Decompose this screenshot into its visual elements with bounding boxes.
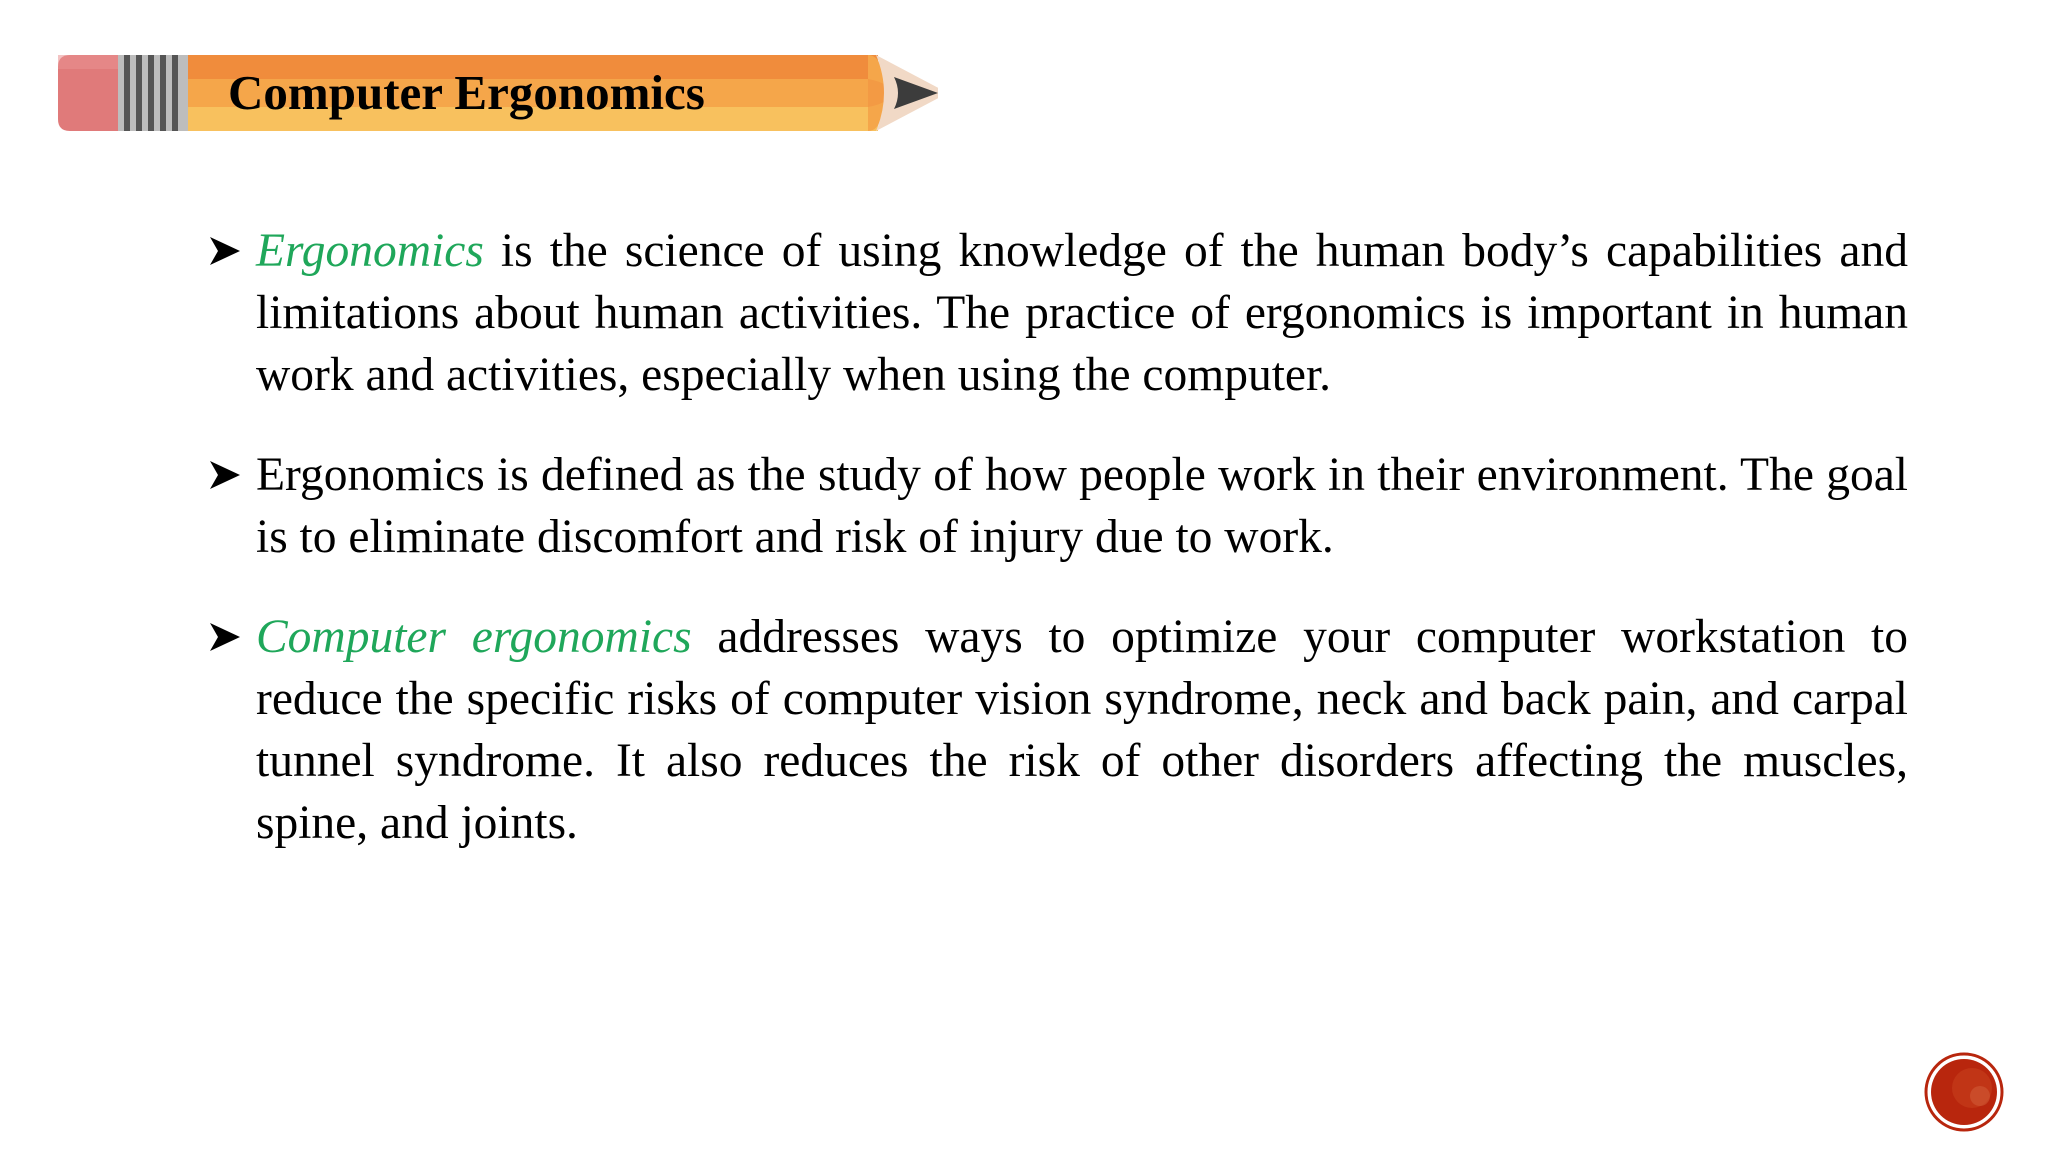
bullet-text: is the science of using knowledge of the human body’s capabilities and limitations about human activities. The practice of ergonomics is important in human work and activities, especially when using the computer.: [256, 225, 1908, 401]
bullet-list: [208, 220, 1908, 854]
arrowhead-bullet-icon: [208, 234, 242, 268]
bullet-item: [208, 606, 1908, 854]
arrowhead-bullet-icon: [208, 620, 242, 654]
page-title: Computer Ergonomics: [228, 65, 705, 120]
bullet-item: [208, 220, 1908, 406]
bullet-text: addresses ways to optimize your computer workstation to reduce the specific risks of computer vision syndrome, neck and back pain, and carpal tunnel syndrome. It also reduces the risk of other disorders affecting the muscles, spine, and joints.: [256, 611, 1909, 849]
red-circle-badge-icon[interactable]: [1924, 1052, 2004, 1132]
bullet-item: [208, 444, 1908, 568]
bullet-text: Ergonomics is defined as the study of how people work in their environment. The goal is to eliminate discomfort and risk of injury due to work.: [256, 449, 1908, 563]
bullet-term: Computer ergonomics: [256, 611, 692, 663]
arrowhead-bullet-icon: [208, 458, 242, 492]
title-banner: [58, 53, 938, 133]
bullet-term: Ergonomics: [256, 225, 484, 277]
